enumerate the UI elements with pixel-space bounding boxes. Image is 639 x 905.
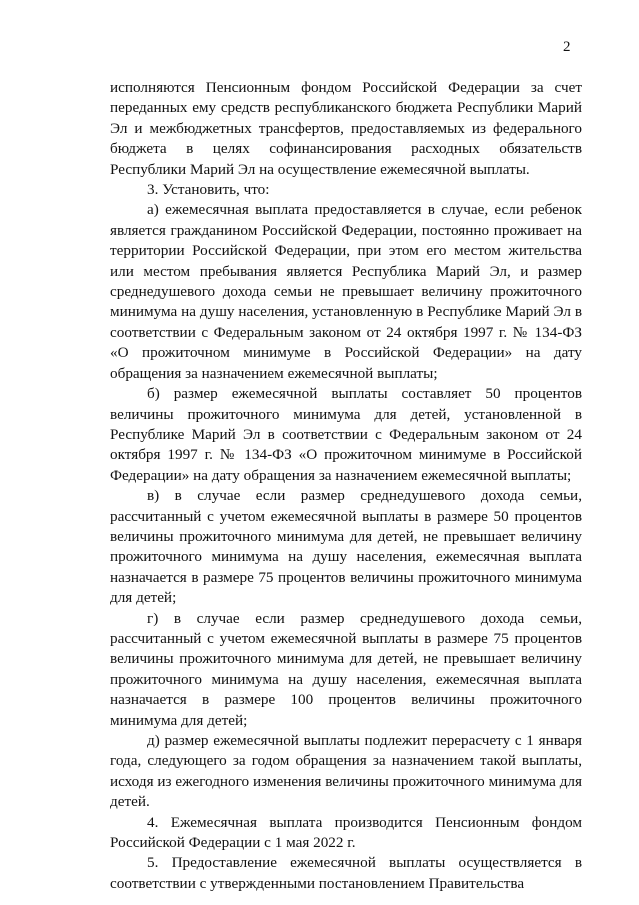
page-number: 2 <box>563 39 571 55</box>
paragraph-item-3a: а) ежемесячная выплата предоставляется в случае, если ребенок является гражданином Российской Федерации, постоянно проживает на территории Российской Федерации, при этом его местом жительства или местом пребывания является Республика Марий Эл, и размер среднедушевого дохода семьи не превышает величину прожиточного минимума на душу населения, установленную в Республике Марий Эл в соответствии с Федеральным законом от 24 октября 1997 г. № 134-ФЗ «О прожиточном минимуме в Российской Федерации» на дату обращения за назначением ежемесячной выплаты; <box>110 201 582 382</box>
paragraph-item-3d: д) размер ежемесячной выплаты подлежит перерасчету с 1 января года, следующего за годом обращения за назначением такой выплаты, исходя из ежегодного изменения величины прожиточного минимума для детей. <box>110 732 582 811</box>
paragraph-item-3g: г) в случае если размер среднедушевого дохода семьи, рассчитанный с учетом ежемесячной выплаты в размере 75 процентов величины прожиточного минимума для детей, не превышает величину прожиточного минимума на душу населения, ежемесячная выплата назначается в размере 100 процентов величины прожиточного минимума для детей; <box>110 609 582 729</box>
paragraph-item-3v: в) в случае если размер среднедушевого дохода семьи, рассчитанный с учетом ежемесячной выплаты в размере 50 процентов величины прожиточного минимума для детей, не превышает величину прожиточного минимума на душу населения, ежемесячная выплата назначается в размере 75 процентов величины прожиточного минимума для детей; <box>110 487 582 607</box>
paragraph-item-3b: б) размер ежемесячной выплаты составляет 50 процентов величины прожиточного минимума для детей, установленной в Республике Марий Эл в соответствии с Федеральным законом от 24 октября 1997 г. № 134-ФЗ «О прожиточном минимуме в Российской Федерации» на дату обращения за назначением ежемесячной выплаты; <box>110 385 582 484</box>
paragraph-item-4: 4. Ежемесячная выплата производится Пенсионным фондом Российской Федерации с 1 мая 2022 г. <box>110 813 582 852</box>
paragraph-item-5: 5. Предоставление ежемесячной выплаты осуществляется в соответствии с утвержденными постановлением Правительства <box>110 854 582 892</box>
document-body <box>110 78 582 894</box>
paragraph-item-3: 3. Установить, что: <box>147 181 270 199</box>
paragraph-continuation: исполняются Пенсионным фондом Российской Федерации за счет переданных ему средств республиканского бюджета Республики Марий Эл и межбюджетных трансфертов, предоставляемых из федерального бюджета в целях софинансирования расходных обязательств Республики Марий Эл на осуществление ежемесячной выплаты. <box>110 79 582 178</box>
